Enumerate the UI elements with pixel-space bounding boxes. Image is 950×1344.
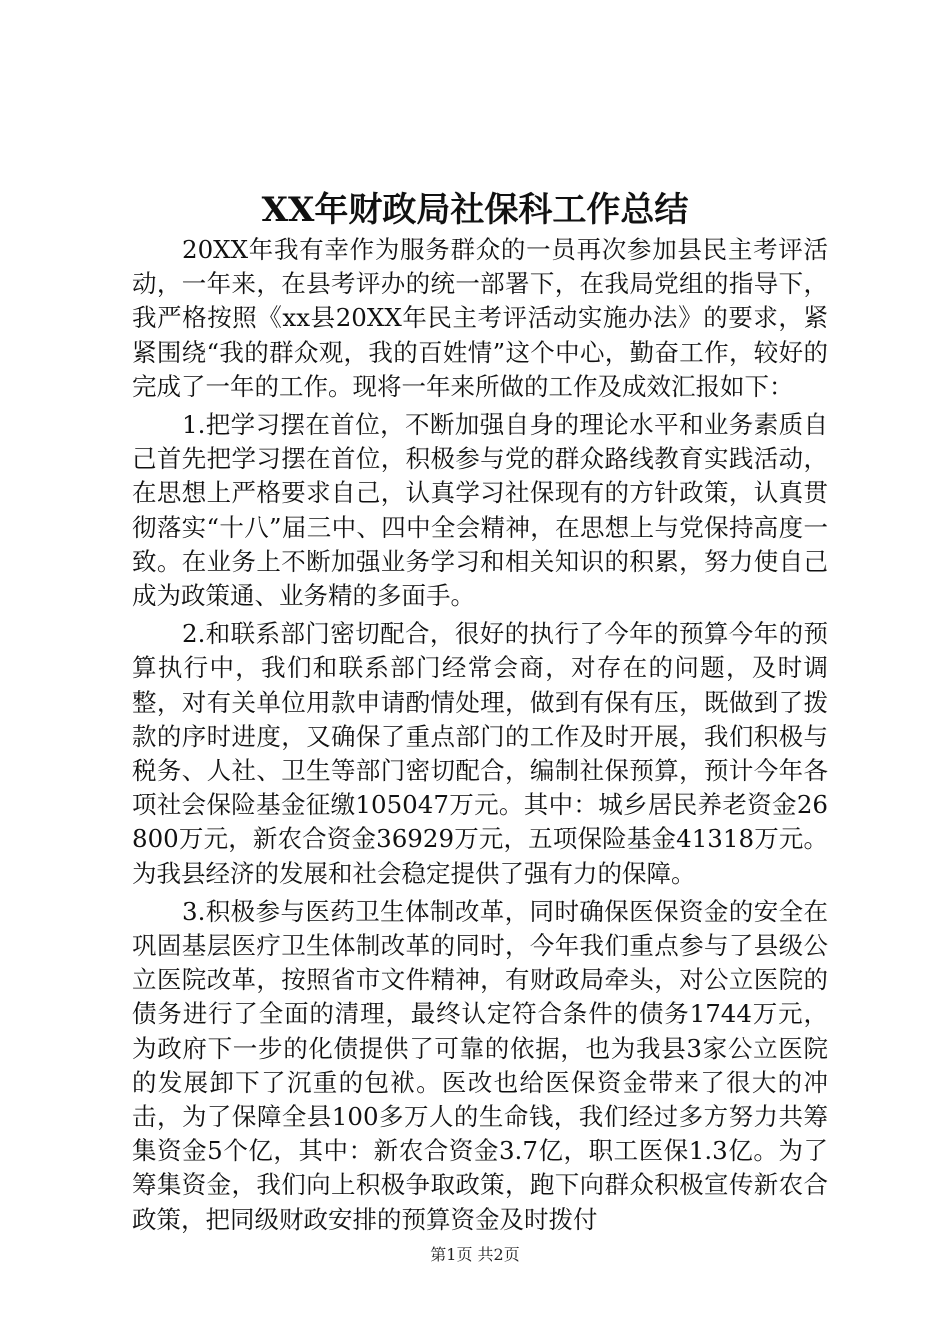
paragraph-section-2: 2.和联系部门密切配合，很好的执行了今年的预算今年的预算执行中，我们和联系部门经常会商，对存在的问题，及时调整，对有关单位用款申请酌情处理，做到有保有压，既做到了拨款的序时进度，又确保了重点部门的工作及时开展，我们积极与税务、人社、卫生等部门密切配合，编制社保预算，预计今年各项社会保险基金征缴105047万元。其中：城乡居民养老资金26800万元，新农合资金36929万元，五项保险基金41318万元。为我县经济的发展和社会稳定提供了强有力的保障。 <box>132 619 828 888</box>
document-body <box>132 233 828 1241</box>
paragraph-intro: 20XX年我有幸作为服务群众的一员再次参加县民主考评活动，一年来，在县考评办的统一部署下，在我局党组的指导下，我严格按照《xx县20XX年民主考评活动实施办法》的要求，紧紧围绕“我的群众观，我的百姓情”这个中心，勤奋工作，较好的完成了一年的工作。现将一年来所做的工作及成效汇报如下： <box>132 235 828 401</box>
paragraph-section-1: 1.把学习摆在首位，不断加强自身的理论水平和业务素质自己首先把学习摆在首位，积极参与党的群众路线教育实践活动，在思想上严格要求自己，认真学习社保现有的方针政策，认真贯彻落实“十八”届三中、四中全会精神，在思想上与党保持高度一致。在业务上不断加强业务学习和相关知识的积累，努力使自己成为政策通、业务精的多面手。 <box>132 410 828 611</box>
paragraph-section-3: 3.积极参与医药卫生体制改革，同时确保医保资金的安全在巩固基层医疗卫生体制改革的同时，今年我们重点参与了县级公立医院改革，按照省市文件精神，有财政局牵头，对公立医院的债务进行了全面的清理，最终认定符合条件的债务1744万元，为政府下一步的化债提供了可靠的依据，也为我县3家公立医院的发展卸下了沉重的包袱。医改也给医保资金带来了很大的冲击，为了保障全县100多万人的生命钱，我们经过多方努力共筹集资金5个亿，其中：新农合资金3.7亿，职工医保1.3亿。为了筹集资金，我们向上积极争取政策，跑下向群众积极宣传新农合政策，把同级财政安排的预算资金及时拨付 <box>132 896 828 1234</box>
document-title: XX年财政局社保科工作总结 <box>261 190 689 230</box>
page-footer: 第1页 共2页 <box>430 1245 520 1264</box>
